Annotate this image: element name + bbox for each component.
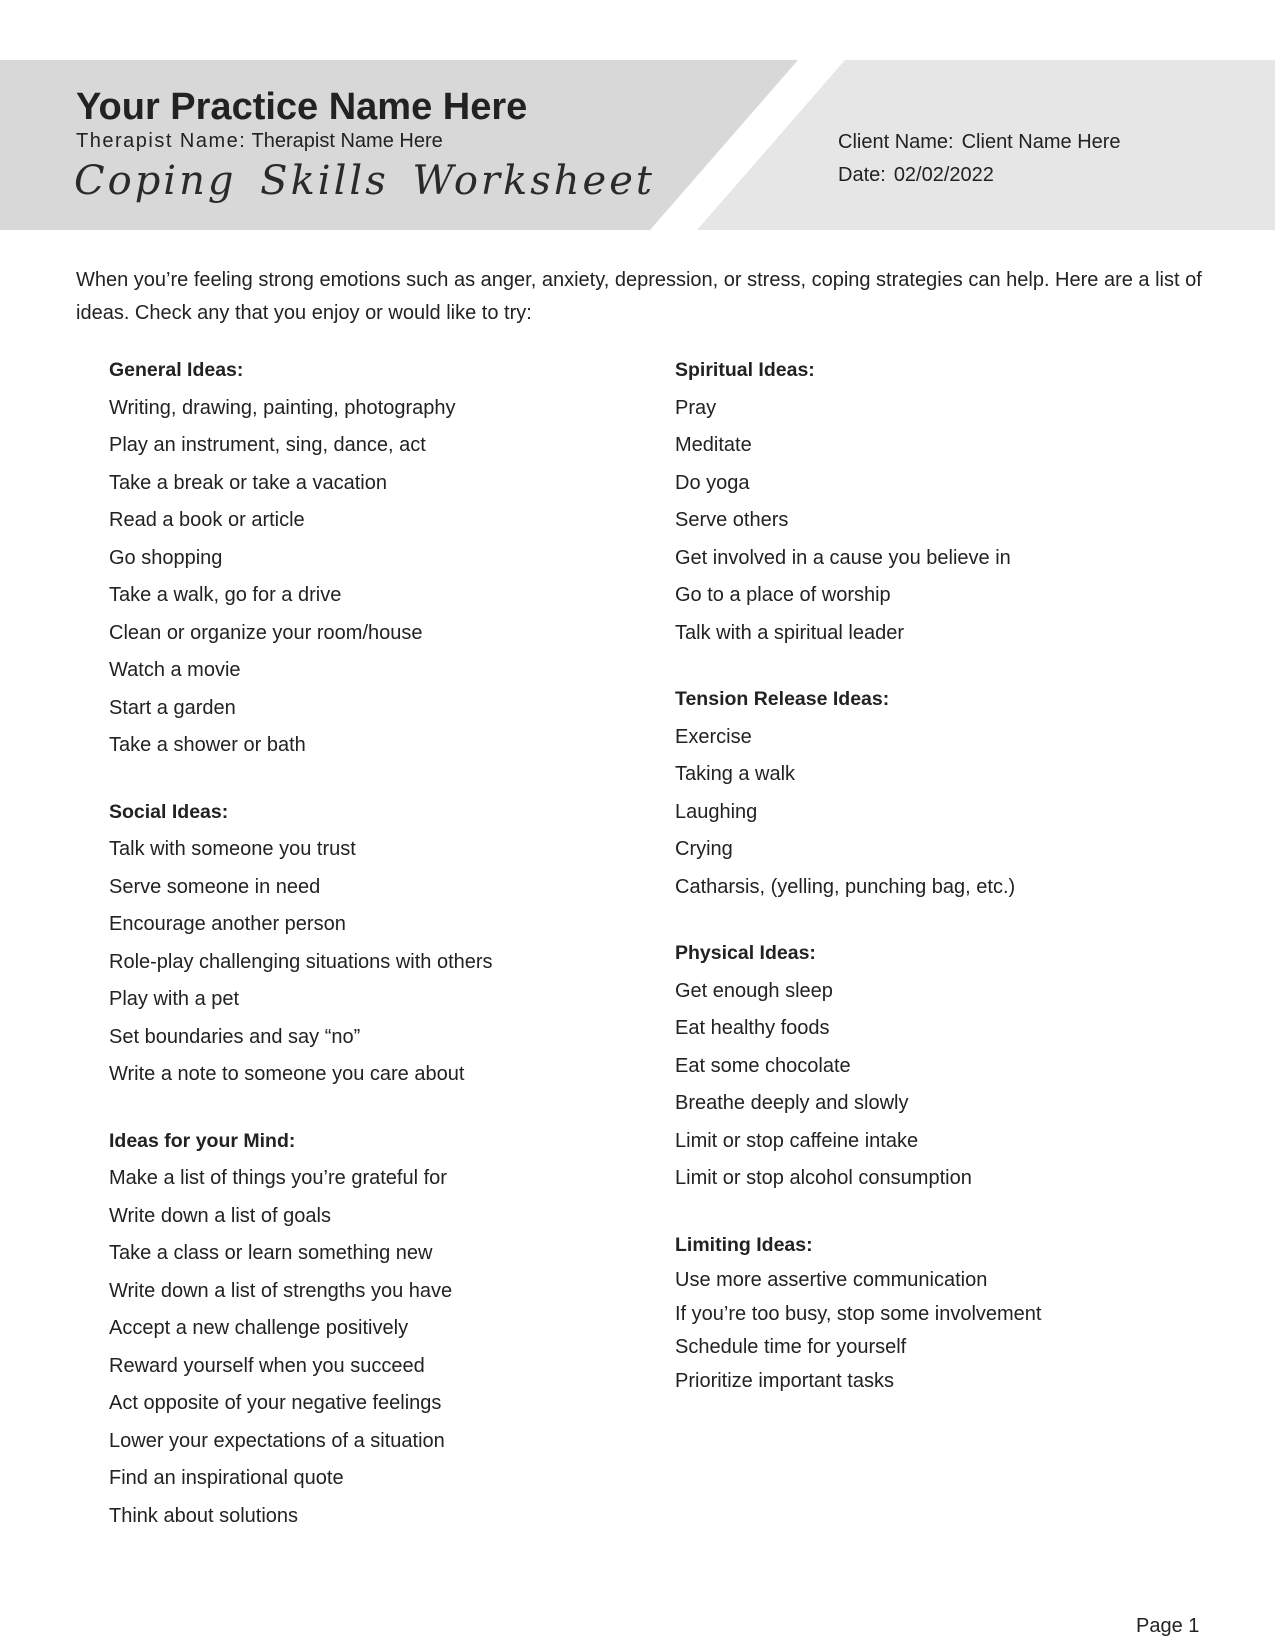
section-heading: Ideas for your Mind: [109, 1129, 296, 1152]
left-column [109, 352, 493, 1564]
section-general [109, 352, 493, 765]
list-item: Eat some chocolate [675, 1054, 851, 1077]
list-item: Clean or organize your room/house [109, 621, 423, 644]
list-item: Write a note to someone you care about [109, 1063, 465, 1085]
page-number: Page 1 [1136, 1615, 1200, 1637]
section-spiritual [675, 352, 1041, 652]
list-item: Go to a place of worship [675, 584, 891, 606]
list-item: Schedule time for yourself [675, 1336, 907, 1358]
date-value: 02/02/2022 [893, 164, 994, 186]
therapist-value: Therapist Name Here [251, 130, 443, 152]
list-item: Take a class or learn something new [109, 1242, 433, 1264]
list-item: Serve others [675, 509, 789, 531]
list-item: Play with a pet [109, 988, 240, 1010]
list-item: Get involved in a cause you believe in [675, 546, 1011, 569]
list-item: Play an instrument, sing, dance, act [109, 434, 426, 456]
practice-name: Your Practice Name Here [76, 86, 528, 128]
list-item: Encourage another person [109, 913, 346, 935]
right-column [675, 352, 1041, 1427]
list-item: Writing, drawing, painting, photography [109, 396, 456, 419]
client-name-value: Client Name Here [961, 131, 1121, 153]
list-item: Do yoga [675, 471, 750, 494]
worksheet-title: Coping Skills Worksheet [74, 158, 655, 204]
list-item: Pray [675, 396, 717, 419]
list-item: Limit or stop caffeine intake [675, 1129, 919, 1152]
section-tension [675, 681, 1041, 906]
section-heading: Spiritual Ideas: [675, 359, 815, 381]
list-item: Meditate [675, 434, 752, 456]
list-item: Start a garden [109, 696, 236, 719]
list-item: Take a break or take a vacation [109, 471, 387, 494]
list-item: Laughing [675, 800, 758, 823]
intro-paragraph: When you’re feeling strong emotions such as anger, anxiety, depression, or stress, coping strategies can help. Here are a list of ideas. Check any that you enjoy or would like to try: [76, 269, 1202, 324]
list-item: Watch a movie [109, 659, 241, 681]
list-item: Role-play challenging situations with others [109, 950, 493, 973]
date-line [838, 164, 994, 187]
therapist-line [76, 130, 443, 153]
list-item: Catharsis, (yelling, punching bag, etc.) [675, 875, 1016, 898]
list-item: Accept a new challenge positively [109, 1317, 409, 1339]
list-item: Exercise [675, 725, 752, 748]
section-limiting [675, 1227, 1041, 1399]
idea-list [675, 1264, 1041, 1398]
list-item: Think about solutions [109, 1504, 299, 1527]
list-item: Reward yourself when you succeed [109, 1354, 425, 1377]
list-item: Find an inspirational quote [109, 1467, 344, 1489]
section-mind [109, 1123, 493, 1536]
list-item: Eat healthy foods [675, 1017, 830, 1039]
idea-list [675, 973, 1041, 1198]
section-heading: Tension Release Ideas: [675, 688, 890, 710]
idea-list [675, 719, 1041, 907]
section-physical [675, 935, 1041, 1198]
date-label: Date: [838, 164, 886, 186]
section-heading: Social Ideas: [109, 800, 229, 823]
section-heading: Physical Ideas: [675, 942, 816, 964]
list-item: Talk with someone you trust [109, 838, 356, 860]
list-item: Lower your expectations of a situation [109, 1429, 445, 1452]
list-item: Serve someone in need [109, 875, 321, 898]
idea-list [109, 831, 493, 1094]
idea-list [109, 390, 493, 765]
list-item: Limit or stop alcohol consumption [675, 1167, 972, 1189]
section-heading: General Ideas: [109, 359, 244, 381]
list-item: Taking a walk [675, 763, 796, 785]
list-item: Read a book or article [109, 509, 305, 531]
list-item: Get enough sleep [675, 979, 833, 1002]
list-item: Crying [675, 838, 733, 860]
list-item: Talk with a spiritual leader [675, 621, 904, 644]
list-item: Take a walk, go for a drive [109, 584, 342, 606]
list-item: Breathe deeply and slowly [675, 1092, 909, 1114]
list-item: Write down a list of strengths you have [109, 1279, 453, 1302]
list-item: Prioritize important tasks [675, 1369, 894, 1392]
idea-list [675, 390, 1041, 653]
client-name-label: Client Name: [838, 131, 954, 153]
list-item: Go shopping [109, 546, 223, 569]
list-item: Take a shower or bath [109, 734, 306, 756]
list-item: Set boundaries and say “no” [109, 1025, 361, 1048]
section-heading: Limiting Ideas: [675, 1233, 813, 1256]
list-item: Act opposite of your negative feelings [109, 1392, 442, 1414]
idea-list [109, 1160, 493, 1535]
list-item: If you’re too busy, stop some involvement [675, 1302, 1042, 1325]
list-item: Use more assertive communication [675, 1269, 988, 1291]
section-social [109, 794, 493, 1094]
client-name-line [838, 131, 1121, 154]
list-item: Write down a list of goals [109, 1204, 331, 1227]
therapist-label: Therapist Name: [76, 130, 247, 152]
list-item: Make a list of things you’re grateful for [109, 1167, 447, 1189]
